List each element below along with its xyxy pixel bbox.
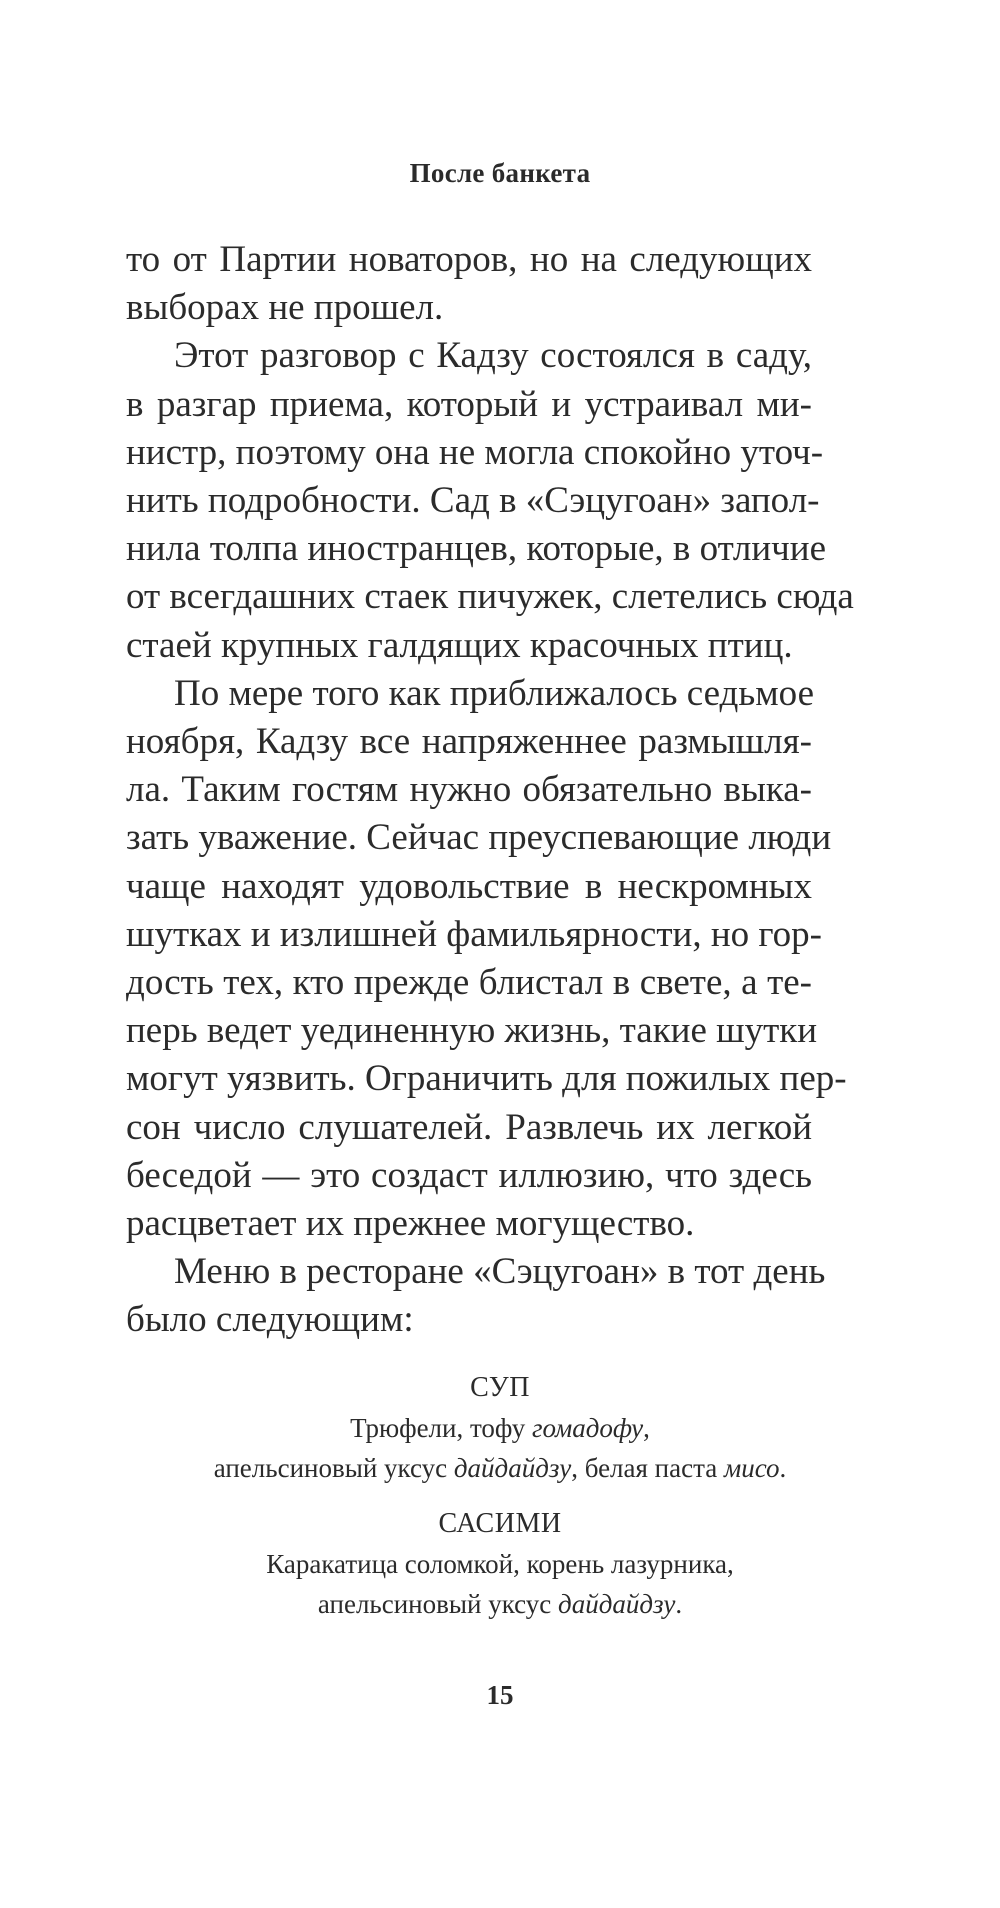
menu-soup-line-2 <box>0 1448 1000 1488</box>
menu-sashimi-line-2-tail: . <box>675 1589 683 1619</box>
menu-sashimi-line-2 <box>0 1584 1000 1624</box>
text-line: в разгар приема, который и устраивал ми- <box>126 383 812 425</box>
text-line: шутках и излишней фамильярности, но гор- <box>126 913 822 955</box>
text-line: Меню в ресторане «Сэцугоан» в тот день <box>174 1251 826 1293</box>
menu-soup-line-2-tail: . <box>779 1453 787 1483</box>
text-line: зать уважение. Сейчас преуспевающие люди <box>126 817 832 859</box>
menu-heading-soup: СУП <box>470 1372 530 1403</box>
text-line: Этот разговор с Кадзу состоялся в саду, <box>174 335 812 377</box>
menu-block <box>0 1368 1000 1624</box>
menu-soup-line-1 <box>0 1408 1000 1448</box>
menu-sashimi-line-2-italic: дайдайдзу <box>558 1589 676 1619</box>
menu-soup-line-1-tail: , <box>643 1413 650 1443</box>
text-line: расцветает их прежнее могущество. <box>126 1203 695 1245</box>
menu-soup-line-2-mid: , белая паста <box>571 1453 724 1483</box>
menu-section-gap <box>0 1488 1000 1504</box>
menu-soup-line-1-italic: гомадофу <box>532 1413 644 1443</box>
text-line: ноября, Кадзу все напряженнее размышля- <box>126 721 812 763</box>
text-line: По мере того как приближалось седьмое <box>174 672 815 714</box>
text-line: нила толпа иностранцев, которые, в отличие <box>126 528 827 570</box>
page-number: 15 <box>486 1680 514 1710</box>
text-line: чаще находят удовольствие в нескромных <box>126 865 812 907</box>
text-line: дость тех, кто прежде блистал в свете, а те- <box>126 962 812 1004</box>
text-line: то от Партии новаторов, но на следующих <box>126 239 812 280</box>
text-line: нистр, поэтому она не могла спокойно уточ- <box>126 431 824 473</box>
text-line: нить подробности. Сад в «Сэцугоан» запол- <box>126 480 820 522</box>
menu-sashimi-line-1: Каракатица соломкой, корень лазурника, <box>266 1549 734 1579</box>
menu-soup-line-1-text: Трюфели, тофу <box>350 1413 532 1443</box>
text-line: сон число слушателей. Развлечь их легкой <box>126 1106 812 1148</box>
text-line: выборах не прошел. <box>126 287 444 329</box>
menu-soup-line-2-text: апельсиновый уксус <box>213 1453 454 1483</box>
text-line: беседой — это создаст иллюзию, что здесь <box>126 1154 812 1196</box>
text-line: стаей крупных галдящих красочных птиц. <box>126 624 793 666</box>
text-line: было следующим: <box>126 1299 414 1341</box>
menu-soup-line-2-italic-2: мисо <box>723 1453 780 1483</box>
menu-sashimi-line-2-text: апельсиновый уксус <box>317 1589 559 1619</box>
menu-soup-line-2-italic-1: дайдайдзу <box>453 1453 572 1483</box>
text-line: перь ведет уединенную жизнь, такие шутки <box>126 1010 818 1052</box>
text-line: ла. Таким гостям нужно обязательно выка- <box>126 769 812 811</box>
menu-heading-sashimi: САСИМИ <box>438 1508 562 1539</box>
text-line: от всегдашних стаек пичужек, слетелись сюда <box>126 576 854 618</box>
body-text <box>126 236 854 1345</box>
running-head: После банкета <box>409 158 591 188</box>
text-line: могут уязвить. Ограничить для пожилых пер- <box>126 1058 847 1100</box>
